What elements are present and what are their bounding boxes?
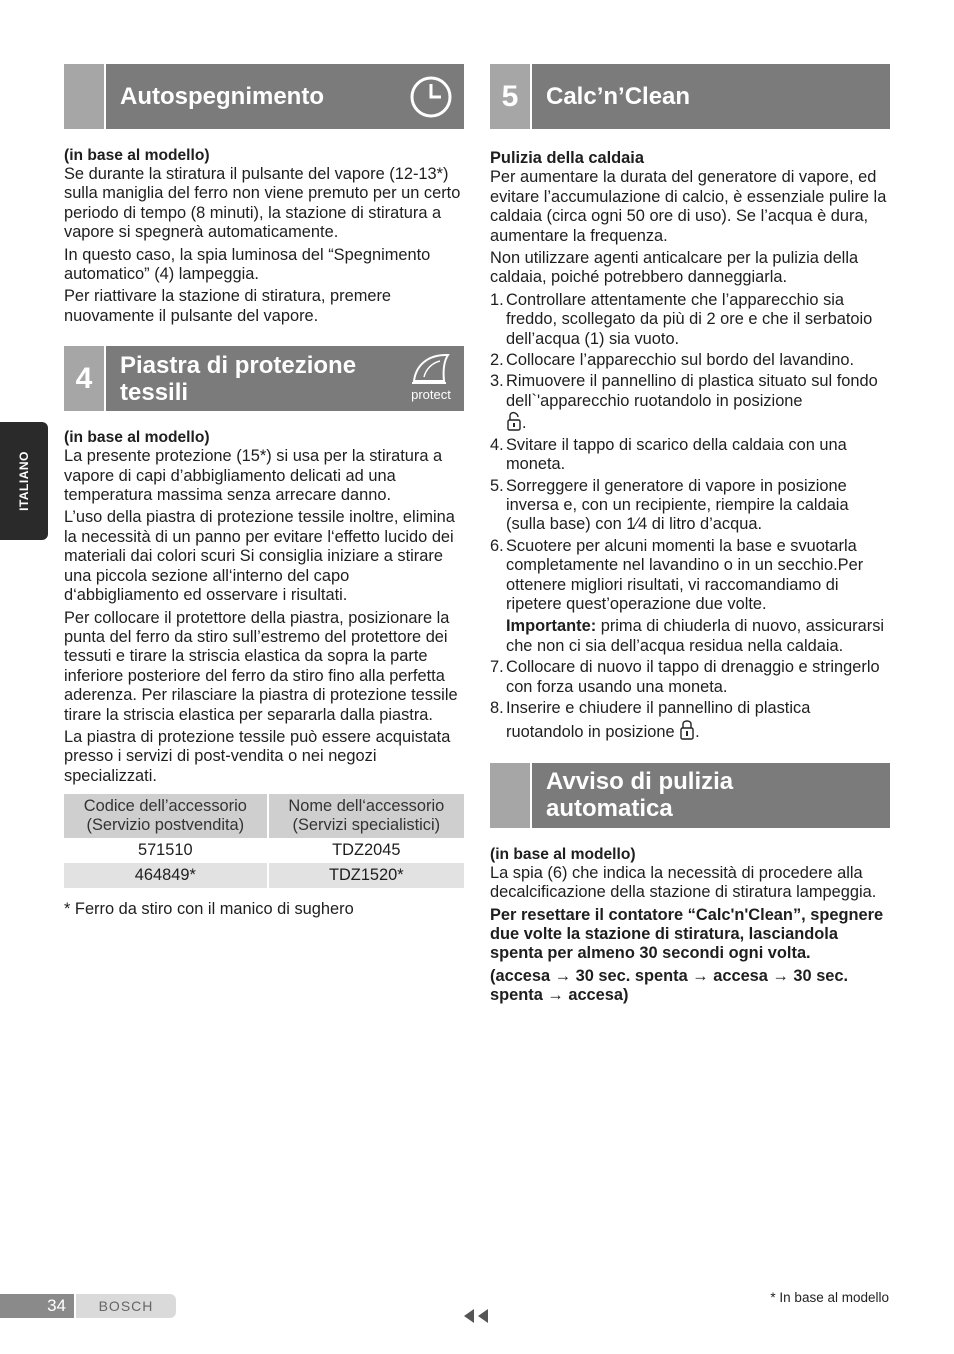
list-item: 3. Rimuovere il pannellino di plastica situato sul fondo dell`'apparecchio ruotandolo in posizione . [490, 372, 878, 433]
section-title: Piastra di protezione tessili [120, 351, 357, 406]
table-header-row [64, 794, 464, 838]
paragraph: La spia (6) che indica la necessità di procedere alla decalcificazione della stazione di stiratura lampeggia. [490, 863, 877, 902]
footnote: * Ferro da stiro con il manico di sughero [64, 900, 354, 919]
paragraph: Per riattivare la stazione di stiratura, premere nuovamente il pulsante del vapore. [64, 287, 392, 325]
left-column [64, 64, 464, 923]
table-cell: TDZ2045 [332, 841, 401, 860]
section-title: Calc’n’Clean [546, 83, 691, 110]
paragraph: In questo caso, la spia luminosa del “Spegnimento automatico” (4) lampeggia. [64, 245, 431, 284]
table-header: Nome dell‘accessorio (Servizi specialistici) [268, 794, 464, 838]
table-cell: 571510 [64, 838, 268, 863]
paragraph: L’uso della piastra di protezione tessile inoltre, elimina la necessità di un panno per evitare l‘effetto lucido dei materiali dai colori scuri Si consiglia iniziare a stirare una piccola sezione all‘interno del capo d‘abbigliamento ed osservare i risultati. [64, 508, 455, 605]
section-header-piastra [64, 346, 464, 411]
list-item: 5. Sorreggere il generatore di vapore in posizione inversa e, con un recipiente, riempire la caldaia (sulla base) con 1⁄4 di litro d’acqua. [490, 476, 849, 534]
paragraph: La piastra di protezione tessile può essere acquistata presso i servizi di post-vendita o nei negozi specializzati. [64, 727, 451, 785]
language-tab [0, 422, 48, 540]
important-note: Importante: prima di chiuderla di nuovo, assicurarsi che non ci sia dell’acqua residua nella caldaia. [506, 617, 885, 655]
list-item: 8. Inserire e chiudere il pannellino di plastica ruotandolo in posizione . [490, 698, 811, 742]
model-note: (in base al modello) [490, 845, 636, 863]
paragraph: Non utilizzare agenti anticalcare per la pulizia della caldaia, poiché potrebbero danneggiarla. [490, 249, 859, 287]
protect-label: protect [411, 387, 451, 403]
iron-icon [408, 349, 454, 387]
iron-protect-icon [402, 349, 460, 401]
list-item: 2. Collocare l’apparecchio sul bordo del lavandino. [490, 351, 855, 370]
section-header-calc [490, 64, 890, 129]
list-item: 1. Controllare attentamente che l’apparecchio sia freddo, scollegato da più di 2 ore e che il serbatoio dell’acqua (1) sia vuoto. [490, 290, 873, 348]
list-item: 6. Scuotere per alcuni momenti la base e svuotarla completamente nel lavandino o in un secchio.Per ottenere migliori risultati, vi raccomandiamo di ripetere quest’operazione due volte. Importante: prima di chiuderla di nuovo, assicurarsi che non ci sia dell’acqua residua nella caldaia. [490, 537, 890, 656]
section-number-blank [490, 763, 532, 828]
section-number: 5 [490, 64, 532, 129]
paragraph: Per aumentare la durata del generatore di vapore, ed evitare l’accumulazione di calcio, è essenziale pulire la caldaia (circa ogni 50 ore di uso). Se l’acqua è dura, aumentare la frequenza. [490, 168, 887, 245]
section-header-autospegnimento [64, 64, 464, 129]
double-left-arrow-icon [462, 1308, 490, 1324]
reset-instruction: Per resettare il contatore “Calc'n'Clean”, spegnere due volte la stazione di stiratura, lasciandola spenta per almeno 30 secondi ogni volta. [490, 905, 884, 963]
clock-icon [406, 70, 458, 122]
model-note: (in base al modello) [64, 147, 210, 164]
section-title: Avviso di pulizia automatica [546, 768, 734, 823]
lock-open-icon [506, 411, 522, 431]
table-cell: 464849* [64, 863, 268, 888]
section-number: 4 [64, 346, 106, 411]
table-row [64, 863, 464, 888]
section-number-blank [64, 64, 106, 129]
brand-label: BOSCH [76, 1294, 176, 1318]
accessory-table [64, 794, 464, 888]
subheading: Pulizia della caldaia [490, 149, 644, 167]
page-number: 34 [0, 1294, 74, 1318]
paragraph: Se durante la stiratura il pulsante del vapore (12-13*) sulla maniglia del ferro non viene premuto per un certo periodo di tempo (8 minuti), la stazione di stiratura a vapore si spegnerà automaticamente. [64, 165, 461, 242]
table-cell: TDZ1520* [268, 863, 464, 888]
list-item: 7. Collocare di nuovo il tappo di drenaggio e stringerlo con forza usando una moneta. [490, 658, 880, 696]
footer-note: * In base al modello [770, 1290, 889, 1305]
section-header-avviso [490, 763, 890, 828]
right-column [490, 64, 890, 1009]
reset-sequence: (accesa → 30 sec. spenta → accesa → 30 sec. spenta → accesa) [490, 966, 849, 1005]
steps-list [490, 291, 890, 743]
section-title: Autospegnimento [120, 83, 324, 110]
paragraph: La presente protezione (15*) si usa per la stiratura a vapore di capi d’abbigliamento delicati ad una temperatura massima senza arrecare danno. [64, 447, 443, 505]
table-row [64, 838, 464, 863]
table-header: Codice dell’accessorio (Servizio postvendita) [64, 794, 268, 838]
lock-closed-icon [679, 718, 695, 740]
model-note: (in base al modello) [64, 429, 210, 447]
language-label: ITALIANO [17, 451, 31, 511]
paragraph: Per collocare il protettore della piastra, posizionare la punta del ferro da stiro sull’estremo del protettore dei tessuti e tirare la striscia elastica da sopra la parte inferiore posteriore del ferro da stiro fino alla perfetta aderenza. Per rilasciare la piastra di protezione tessile tirare la striscia elastica per separarla dalla piastra. [64, 608, 458, 724]
list-item: 4. Svitare il tappo di scarico della caldaia con una moneta. [490, 435, 847, 474]
